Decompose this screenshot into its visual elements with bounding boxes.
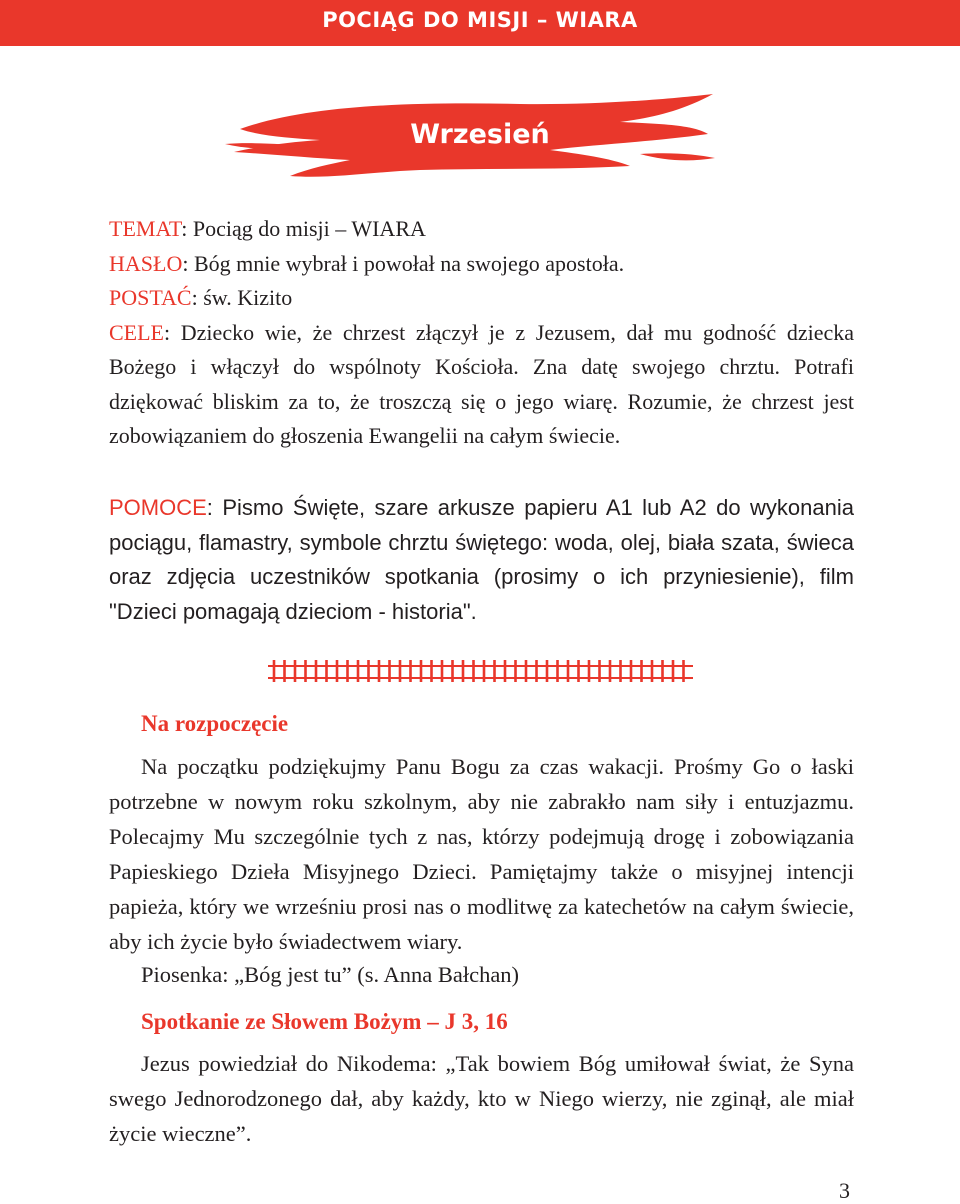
page-number: 3 [839,1178,850,1203]
pomoce-block [109,491,854,629]
start-section-title: Na rozpoczęcie [141,711,289,736]
haslo-text: : Bóg mnie wybrał i powołał na swojego apostoła. [182,250,625,276]
temat-text: : Pociąg do misji – WIARA [181,216,426,241]
pomoce-paragraph [109,491,854,629]
haslo-line [109,247,854,282]
pomoce-text: : Pismo Święte, szare arkusze papieru A1 lub A2 do wykonania pociągu, flamastry, symbole chrztu świętego: woda, olej, biała szata, świeca oraz zdjęcia uczestników spotkania (prosimy o ich przyniesienie), film "Dzieci pomagają dzieciom - historia". [109,495,854,624]
temat-label: TEMAT [109,216,182,241]
pomoce-label: POMOCE [109,495,207,520]
postac-label: POSTAĆ [109,285,192,310]
word-section-title: Spotkanie ze Słowem Bożym – J 3, 16 [141,1009,508,1034]
word-paragraph: Jezus powiedział do Nikodema: „Tak bowiem Bóg umiłował świat, że Syna swego Jednorodzonego dał, aby każdy, kto w Niego wierzy, nie zginął, ale miał życie wieczne”. [109,1051,854,1146]
cele-text: : Dziecko wie, że chrzest złączył je z Jezusem, dał mu godność dziecka Bożego i włączył do wspólnoty Kościoła. Zna datę swojego chrztu. Potrafi dziękować bliskim za to, że troszczą się o jego wiarę. Rozumie, że chrzest jest zobowiązaniem do głoszenia Ewangelii na całym świecie. [109,319,854,448]
header-title: POCIĄG DO MISJI – WIARA [322,8,638,32]
cele-paragraph [109,316,854,454]
rail-track-divider [268,658,693,684]
meta-block [109,212,854,454]
postac-line [109,281,854,316]
month-title: Wrzesień [410,119,550,150]
temat-line [109,212,854,247]
song-line: Piosenka: „Bóg jest tu” (s. Anna Bałchan) [141,962,520,987]
haslo-label: HASŁO [109,250,183,276]
cele-label: CELE [109,319,164,345]
postac-text: : św. Kizito [191,285,293,310]
start-paragraph: Na początku podziękujmy Panu Bogu za czas wakacji. Prośmy Go o łaski potrzebne w nowym roku szkolnym, aby nie zabrakło nam siły i entuzjazmu. Polecajmy Mu szczególnie tych z nas, którzy podejmują drogę i zobowiązania Papieskiego Dzieła Misyjnego Dzieci. Pamiętajmy także o misyjnej intencji papieża, który we wrześniu prosi nas o modlitwę za katechetów na całym świecie, aby ich życie było świadectwem wiary. [109,754,854,954]
